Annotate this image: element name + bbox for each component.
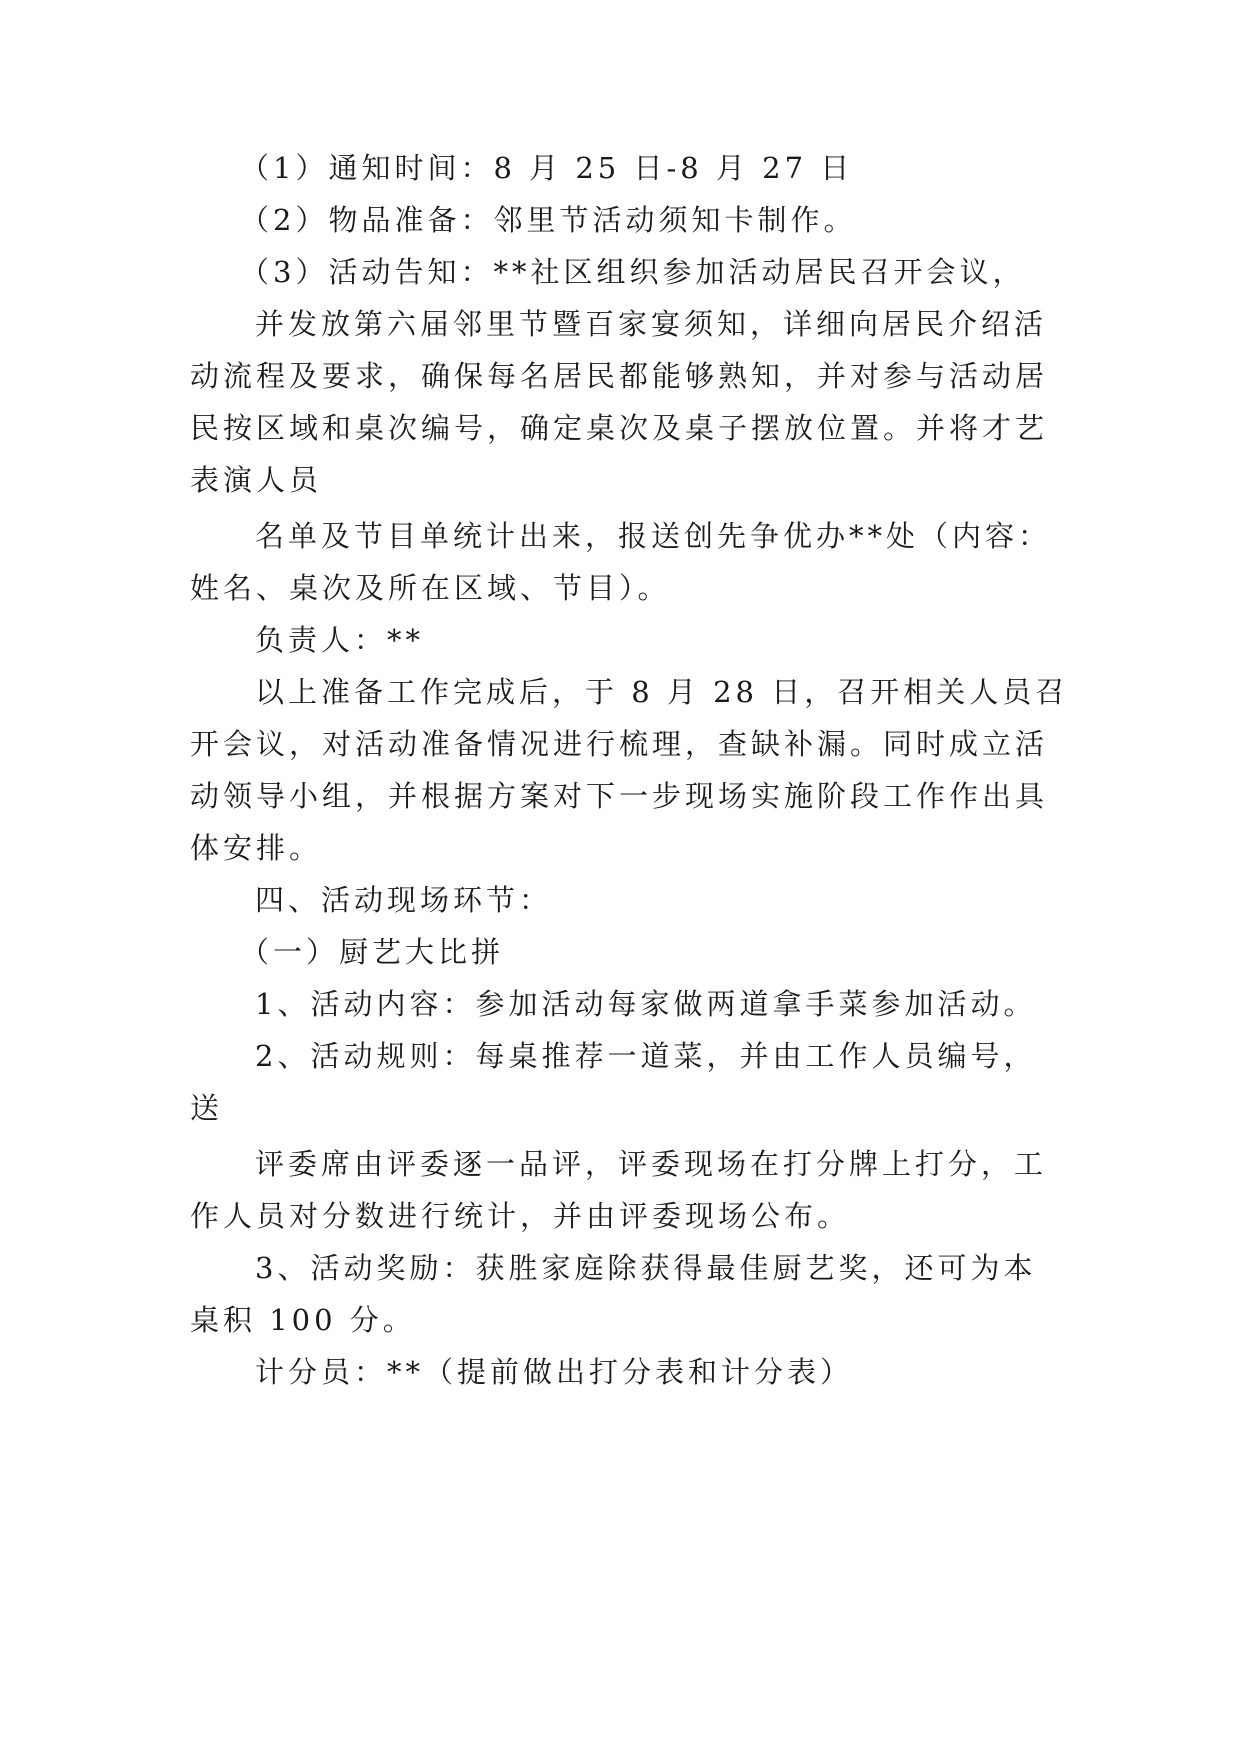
text-line: 动流程及要求，确保每名居民都能够熟知，并对参与活动居 [190, 359, 1049, 393]
text-line: 送 [190, 1091, 224, 1125]
text-line: 动领导小组，并根据方案对下一步现场实施阶段工作作出具 [190, 779, 1049, 813]
text-line: 作人员对分数进行统计，并由评委现场公布。 [190, 1199, 851, 1233]
text-line: 民按区域和桌次编号，确定桌次及桌子摆放位置。并将才艺 [190, 411, 1049, 445]
text-line-person-in-charge: 负责人：** [255, 623, 425, 657]
text-line: 表演人员 [190, 463, 323, 497]
text-line: 开会议，对活动准备情况进行梳理，查缺补漏。同时成立活 [190, 727, 1049, 761]
text-line: 姓名、桌次及所在区域、节目）。 [190, 571, 671, 605]
text-line: 桌积 100 分。 [190, 1303, 416, 1337]
text-line-item-prep: （2）物品准备：邻里节活动须知卡制作。 [240, 203, 857, 237]
text-line-notice-time: （1）通知时间：8 月 25 日-8 月 27 日 [240, 151, 854, 185]
text-line: 并发放第六届邻里节暨百家宴须知，详细向居民介绍活 [255, 307, 1048, 341]
text-line: 以上准备工作完成后，于 8 月 28 日，召开相关人员召 [255, 675, 1069, 709]
text-line-scorer: 计分员：**（提前做出打分表和计分表） [255, 1355, 854, 1389]
subsection-heading: （一）厨艺大比拼 [240, 935, 505, 969]
text-line: 评委席由评委逐一品评，评委现场在打分牌上打分，工 [255, 1147, 1048, 1181]
text-line-activity-notice: （3）活动告知：**社区组织参加活动居民召开会议， [240, 255, 1026, 289]
text-line: 2、活动规则：每桌推荐一道菜，并由工作人员编号， [255, 1039, 1037, 1073]
text-line: 3、活动奖励：获胜家庭除获得最佳厨艺奖，还可为本 [255, 1251, 1037, 1285]
text-line: 体安排。 [190, 831, 323, 865]
section-heading: 四、活动现场环节： [255, 883, 553, 917]
text-line: 1、活动内容：参加活动每家做两道拿手菜参加活动。 [255, 987, 1037, 1021]
text-line: 名单及节目单统计出来，报送创先争优办**处（内容： [255, 519, 1052, 553]
